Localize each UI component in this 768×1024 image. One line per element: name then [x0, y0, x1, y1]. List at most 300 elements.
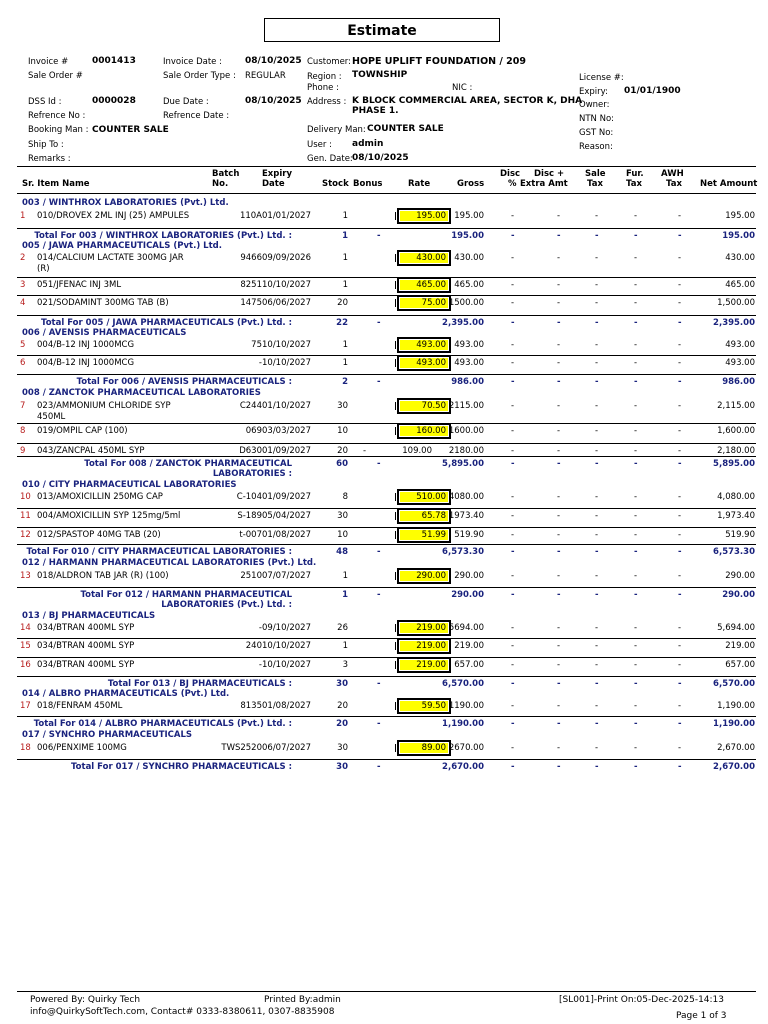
row-fur-tax: -	[634, 358, 638, 368]
row-rate-highlight: 89.00	[398, 741, 450, 755]
row-expiry: 05/04/2027	[262, 511, 311, 521]
row-disc-extra: -	[557, 280, 561, 290]
row-stock: 20	[337, 701, 348, 711]
row-stock: 10	[337, 530, 348, 540]
row-sale-tax: -	[595, 298, 599, 308]
sale-order-label: Sale Order #	[28, 71, 83, 81]
group-total-disc-extra: -	[557, 231, 561, 241]
row-gross: 2180.00	[448, 446, 484, 456]
row-batch: 069	[245, 426, 262, 436]
row-expiry: 06/06/2027	[262, 298, 311, 308]
region-label: Region :	[307, 72, 342, 82]
row-stock: 30	[337, 401, 348, 411]
group-header: 006 / AVENSIS PHARMACEUTICALS	[22, 328, 187, 338]
row-divider	[17, 423, 756, 424]
row-disc: -	[511, 701, 515, 711]
row-net-amount: 430.00	[725, 253, 755, 263]
row-gross: 5694.00	[448, 623, 484, 633]
group-total-fur-tax: -	[634, 590, 638, 600]
row-expiry: 10/10/2027	[262, 641, 311, 651]
col-fur-1: Fur.	[626, 169, 644, 179]
group-total-sale-tax: -	[595, 231, 599, 241]
row-stock: 20	[337, 298, 348, 308]
group-total-disc-extra: -	[557, 377, 561, 387]
group-total-stock: 1	[342, 590, 348, 600]
row-serial: 9	[20, 446, 26, 456]
refrence-date-label: Refrence Date :	[163, 111, 230, 121]
group-total-gross: 2,670.00	[442, 762, 484, 772]
group-total-gross: 6,570.00	[442, 679, 484, 689]
refrence-no-label: Refrence No :	[28, 111, 86, 121]
row-disc: -	[511, 340, 515, 350]
group-total-gross: 6,573.30	[442, 547, 484, 557]
group-total-sale-tax: -	[595, 318, 599, 328]
row-net-amount: 465.00	[725, 280, 755, 290]
due-date: 08/10/2025	[245, 96, 302, 106]
row-net-amount: 1,190.00	[717, 701, 755, 711]
col-bonus: Bonus	[353, 179, 383, 189]
row-awh-tax: -	[678, 446, 682, 456]
row-item-name: 010/DROVEX 2ML INJ (25) AMPULES	[37, 211, 190, 221]
row-fur-tax: -	[634, 211, 638, 221]
group-total-awh-tax: -	[678, 547, 682, 557]
group-total-disc-extra: -	[557, 318, 561, 328]
group-total-sale-tax: -	[595, 377, 599, 387]
group-total-gross: 290.00	[451, 590, 484, 600]
document-title: Estimate	[264, 18, 500, 42]
row-disc-extra: -	[557, 211, 561, 221]
row-gross: 1973.40	[448, 511, 484, 521]
row-serial: 5	[20, 340, 26, 350]
row-expiry: 10/10/2027	[262, 660, 311, 670]
group-total-sale-tax: -	[595, 459, 599, 469]
row-serial: 13	[20, 571, 31, 581]
group-total-label: Total For 003 / WINTHROX LABORATORIES (Pvt.) Ltd. :	[34, 231, 292, 241]
page-number: Page 1 of 3	[676, 1011, 727, 1021]
row-sale-tax: -	[595, 743, 599, 753]
group-total-net: 195.00	[722, 231, 755, 241]
row-gross: 290.00	[454, 571, 484, 581]
col-fur-2: Tax	[626, 179, 642, 189]
group-total-awh-tax: -	[678, 719, 682, 729]
row-sale-tax: -	[595, 641, 599, 651]
group-total-stock: 2	[342, 377, 348, 387]
group-total-awh-tax: -	[678, 318, 682, 328]
row-awh-tax: -	[678, 280, 682, 290]
row-disc-extra: -	[557, 401, 561, 411]
reason-label: Reason:	[579, 142, 613, 152]
group-total-disc: -	[511, 459, 515, 469]
row-item-name: 019/OMPIL CAP (100)	[37, 426, 128, 436]
row-rate-highlight: 75.00	[398, 296, 450, 310]
group-total-awh-tax: -	[678, 231, 682, 241]
row-expiry: 01/09/2027	[262, 492, 311, 502]
row-divider	[17, 315, 756, 316]
dss: 0000028	[92, 96, 136, 106]
col-discplus-2: Extra Amt	[520, 179, 568, 189]
col-net: Net Amount	[700, 179, 758, 189]
row-batch: 8135	[240, 701, 262, 711]
group-total-label: Total For 014 / ALBRO PHARMACEUTICALS (Pvt.) Ltd. :	[33, 719, 292, 729]
row-disc-extra: -	[557, 623, 561, 633]
row-disc-extra: -	[557, 253, 561, 263]
row-sale-tax: -	[595, 358, 599, 368]
group-header: 008 / ZANCTOK PHARMACEUTICAL LABORATORIES	[22, 388, 261, 398]
group-total-bonus: -	[377, 590, 381, 600]
col-disc-2: %	[508, 179, 517, 189]
row-gross: 2115.00	[448, 401, 484, 411]
row-expiry: 07/07/2027	[262, 571, 311, 581]
row-awh-tax: -	[678, 401, 682, 411]
row-awh-tax: -	[678, 511, 682, 521]
group-total-bonus: -	[377, 318, 381, 328]
group-total-gross: 5,895.00	[442, 459, 484, 469]
user-label: User :	[307, 140, 332, 150]
row-serial: 1	[20, 211, 26, 221]
booking-man-label: Booking Man :	[28, 125, 89, 135]
row-rate-highlight: 59.50	[398, 699, 450, 713]
row-awh-tax: -	[678, 211, 682, 221]
gst-label: GST No:	[579, 128, 614, 138]
row-batch: -	[258, 358, 262, 368]
row-stock: 1	[342, 358, 348, 368]
row-rate-highlight: 219.00	[398, 621, 450, 635]
group-total-label-cont: LABORATORIES (Pvt.) Ltd. :	[161, 600, 292, 610]
row-net-amount: 657.00	[725, 660, 755, 670]
row-sale-tax: -	[595, 511, 599, 521]
row-serial: 10	[20, 492, 31, 502]
row-net-amount: 493.00	[725, 340, 755, 350]
group-total-label: Total For 013 / BJ PHARMACEUTICALS :	[107, 679, 292, 689]
invoice-no: 0001413	[92, 56, 136, 66]
row-fur-tax: -	[634, 426, 638, 436]
group-total-awh-tax: -	[678, 762, 682, 772]
row-expiry: 10/10/2027	[262, 340, 311, 350]
group-total-awh-tax: -	[678, 377, 682, 387]
col-gross: Gross	[457, 179, 485, 189]
address-label: Address :	[307, 97, 347, 107]
row-gross: 195.00	[454, 211, 484, 221]
row-rate-highlight: 195.00	[398, 209, 450, 223]
group-header: 013 / BJ PHARMACEUTICALS	[22, 611, 156, 621]
row-fur-tax: -	[634, 660, 638, 670]
row-stock: 20	[337, 446, 348, 456]
group-total-bonus: -	[377, 547, 381, 557]
delivery-man: COUNTER SALE	[367, 124, 444, 134]
col-sale-1: Sale	[585, 169, 606, 179]
group-header: 012 / HARMANN PHARMACEUTICAL LABORATORIES (Pvt.) Ltd.	[22, 558, 317, 568]
row-fur-tax: -	[634, 401, 638, 411]
row-stock: 26	[337, 623, 348, 633]
group-total-fur-tax: -	[634, 231, 638, 241]
row-stock: 1	[342, 211, 348, 221]
group-total-bonus: -	[377, 679, 381, 689]
owner-label: Owner:	[579, 100, 610, 110]
row-item-name-cont: (R)	[37, 264, 50, 274]
col-batch-2: No.	[212, 179, 229, 189]
row-disc-extra: -	[557, 743, 561, 753]
group-total-label: Total For 017 / SYNCHRO PHARMACEUTICALS :	[71, 762, 292, 772]
group-total-awh-tax: -	[678, 459, 682, 469]
row-item-name: 051/JFENAC INJ 3ML	[37, 280, 122, 290]
row-awh-tax: -	[678, 701, 682, 711]
row-item-name: 034/BTRAN 400ML SYP	[37, 660, 135, 670]
col-awh-2: Tax	[666, 179, 682, 189]
row-expiry: 06/07/2027	[262, 743, 311, 753]
row-gross: 493.00	[454, 358, 484, 368]
columns-rule	[17, 193, 756, 194]
row-divider	[17, 544, 756, 545]
row-item-name: 013/AMOXICILLIN 250MG CAP	[37, 492, 163, 502]
col-discplus-1: Disc +	[534, 169, 565, 179]
row-awh-tax: -	[678, 641, 682, 651]
group-total-label-cont: LABORATORIES :	[212, 469, 292, 479]
phone-label: Phone :	[307, 83, 339, 93]
row-gross: 4080.00	[448, 492, 484, 502]
row-stock: 30	[337, 743, 348, 753]
row-sale-tax: -	[595, 660, 599, 670]
row-expiry: 09/10/2027	[262, 623, 311, 633]
row-awh-tax: -	[678, 426, 682, 436]
row-serial: 12	[20, 530, 31, 540]
row-gross: 465.00	[454, 280, 484, 290]
row-batch: -	[258, 660, 262, 670]
row-divider	[17, 716, 756, 717]
due-date-label: Due Date :	[163, 97, 209, 107]
group-total-sale-tax: -	[595, 679, 599, 689]
row-serial: 8	[20, 426, 26, 436]
row-fur-tax: -	[634, 641, 638, 651]
row-awh-tax: -	[678, 623, 682, 633]
group-header: 014 / ALBRO PHARMACEUTICALS (Pvt.) Ltd.	[22, 689, 230, 699]
row-sale-tax: -	[595, 340, 599, 350]
row-divider	[17, 355, 756, 356]
group-total-label: Total For 008 / ZANCTOK PHARMACEUTICAL	[84, 459, 292, 469]
row-expiry: 01/01/2027	[262, 211, 311, 221]
row-item-name: 043/ZANCPAL 450ML SYP	[37, 446, 145, 456]
row-disc-extra: -	[557, 492, 561, 502]
row-awh-tax: -	[678, 253, 682, 263]
row-disc-extra: -	[557, 511, 561, 521]
row-divider	[17, 527, 756, 528]
printed-by: Printed By:admin	[264, 995, 341, 1005]
group-total-net: 2,395.00	[713, 318, 755, 328]
row-batch: TWS2520	[221, 743, 262, 753]
group-total-awh-tax: -	[678, 679, 682, 689]
row-gross: 1600.00	[448, 426, 484, 436]
row-divider	[17, 374, 756, 375]
group-total-net: 290.00	[722, 590, 755, 600]
row-disc: -	[511, 446, 515, 456]
row-rate-highlight: 430.00	[398, 251, 450, 265]
row-stock: 1	[342, 340, 348, 350]
group-total-disc: -	[511, 547, 515, 557]
row-serial: 7	[20, 401, 26, 411]
row-disc: -	[511, 743, 515, 753]
row-disc: -	[511, 571, 515, 581]
row-gross: 1500.00	[448, 298, 484, 308]
expiry: 01/01/1900	[624, 86, 681, 96]
group-total-net: 2,670.00	[713, 762, 755, 772]
row-fur-tax: -	[634, 298, 638, 308]
invoice-date: 08/10/2025	[245, 56, 302, 66]
row-disc: -	[511, 530, 515, 540]
row-expiry: 03/03/2027	[262, 426, 311, 436]
row-disc: -	[511, 280, 515, 290]
row-stock: 3	[342, 660, 348, 670]
row-disc-extra: -	[557, 530, 561, 540]
row-serial: 6	[20, 358, 26, 368]
group-total-sale-tax: -	[595, 719, 599, 729]
row-serial: 4	[20, 298, 26, 308]
row-serial: 17	[20, 701, 31, 711]
row-item-name: 023/AMMONIUM CHLORIDE SYP	[37, 401, 171, 411]
row-divider	[17, 657, 756, 658]
row-net-amount: 5,694.00	[717, 623, 755, 633]
row-disc: -	[511, 211, 515, 221]
row-item-name: 012/SPASTOP 40MG TAB (20)	[37, 530, 161, 540]
row-sale-tax: -	[595, 623, 599, 633]
group-total-bonus: -	[377, 459, 381, 469]
nic-label: NIC :	[452, 83, 473, 93]
group-total-sale-tax: -	[595, 547, 599, 557]
group-total-disc-extra: -	[557, 547, 561, 557]
group-header: 010 / CITY PHARMACEUTICAL LABORATORIES	[22, 480, 237, 490]
row-stock: 1	[342, 641, 348, 651]
row-rate-highlight: 493.00	[398, 356, 450, 370]
row-stock: 10	[337, 426, 348, 436]
invoice-no-label: Invoice #	[28, 57, 69, 67]
row-serial: 18	[20, 743, 31, 753]
row-disc: -	[511, 641, 515, 651]
group-total-label: Total For 005 / JAWA PHARMACEUTICALS (Pvt.) Ltd. :	[41, 318, 292, 328]
sale-order-type-label: Sale Order Type :	[163, 71, 236, 81]
row-divider	[17, 587, 756, 588]
row-fur-tax: -	[634, 571, 638, 581]
row-batch: 2510	[240, 571, 262, 581]
group-total-gross: 2,395.00	[442, 318, 484, 328]
row-stock: 1	[342, 280, 348, 290]
group-total-disc: -	[511, 762, 515, 772]
row-rate-highlight: 219.00	[398, 658, 450, 672]
row-gross: 519.90	[454, 530, 484, 540]
remarks-label: Remarks :	[28, 154, 71, 164]
row-stock: 1	[342, 253, 348, 263]
row-fur-tax: -	[634, 623, 638, 633]
row-sale-tax: -	[595, 446, 599, 456]
row-divider	[17, 676, 756, 677]
row-disc-extra: -	[557, 446, 561, 456]
contact-info: info@QuirkySoftTech.com, Contact# 0333-8380611, 0307-8835908	[30, 1007, 335, 1017]
row-rate-highlight: 465.00	[398, 278, 450, 292]
row-gross: 493.00	[454, 340, 484, 350]
group-total-sale-tax: -	[595, 590, 599, 600]
license-label: License #:	[579, 73, 624, 83]
powered-by: Powered By: Quirky Tech	[30, 995, 141, 1005]
row-gross: 219.00	[454, 641, 484, 651]
row-stock: 30	[337, 511, 348, 521]
group-total-stock: 48	[336, 547, 348, 557]
row-rate-highlight: 70.50	[398, 399, 450, 413]
row-batch: C-104	[236, 492, 262, 502]
row-disc: -	[511, 426, 515, 436]
customer: HOPE UPLIFT FOUNDATION / 209	[352, 56, 527, 67]
row-fur-tax: -	[634, 743, 638, 753]
group-total-fur-tax: -	[634, 459, 638, 469]
row-gross: 1190.00	[448, 701, 484, 711]
group-total-fur-tax: -	[634, 719, 638, 729]
row-awh-tax: -	[678, 358, 682, 368]
row-net-amount: 195.00	[725, 211, 755, 221]
row-expiry: 09/09/2026	[262, 253, 311, 263]
row-rate: 109.00	[402, 446, 432, 456]
group-total-label: Total For 010 / CITY PHARMACEUTICAL LABORATORIES :	[26, 547, 292, 557]
col-sr-item: Sr. Item Name	[22, 179, 90, 189]
row-rate-highlight: 65.78	[398, 509, 450, 523]
header-rule	[17, 166, 756, 167]
row-rate-highlight: 510.00	[398, 490, 450, 504]
row-awh-tax: -	[678, 743, 682, 753]
row-net-amount: 2,670.00	[717, 743, 755, 753]
row-disc: -	[511, 401, 515, 411]
row-net-amount: 1,500.00	[717, 298, 755, 308]
group-total-disc: -	[511, 377, 515, 387]
row-divider	[17, 508, 756, 509]
row-serial: 15	[20, 641, 31, 651]
row-item-name: 004/B-12 INJ 1000MCG	[37, 340, 135, 350]
row-rate-highlight: 290.00	[398, 569, 450, 583]
footer-rule	[17, 991, 756, 992]
row-disc: -	[511, 358, 515, 368]
row-expiry: 01/08/2027	[262, 701, 311, 711]
row-net-amount: 290.00	[725, 571, 755, 581]
row-gross: 430.00	[454, 253, 484, 263]
row-expiry: 01/10/2027	[262, 401, 311, 411]
row-batch: S-189	[237, 511, 262, 521]
row-item-name: 018/ALDRON TAB JAR (R) (100)	[37, 571, 169, 581]
row-sale-tax: -	[595, 253, 599, 263]
group-total-disc: -	[511, 231, 515, 241]
row-batch: 9466	[240, 253, 262, 263]
row-disc-extra: -	[557, 660, 561, 670]
group-header: 005 / JAWA PHARMACEUTICALS (Pvt.) Ltd.	[22, 241, 222, 251]
dss-label: DSS Id :	[28, 97, 62, 107]
row-sale-tax: -	[595, 426, 599, 436]
row-item-name: 004/AMOXICILLIN SYP 125mg/5ml	[37, 511, 181, 521]
row-serial: 3	[20, 280, 26, 290]
row-net-amount: 519.90	[725, 530, 755, 540]
row-fur-tax: -	[634, 446, 638, 456]
row-disc: -	[511, 623, 515, 633]
row-batch: D630	[239, 446, 262, 456]
row-sale-tax: -	[595, 492, 599, 502]
col-rate: Rate	[408, 179, 431, 189]
group-total-net: 5,895.00	[713, 459, 755, 469]
row-disc-extra: -	[557, 298, 561, 308]
ship-to-label: Ship To :	[28, 140, 64, 150]
group-total-bonus: -	[377, 231, 381, 241]
group-total-disc-extra: -	[557, 679, 561, 689]
row-rate-highlight: 219.00	[398, 639, 450, 653]
group-total-stock: 22	[336, 318, 348, 328]
group-header: 003 / WINTHROX LABORATORIES (Pvt.) Ltd.	[22, 198, 229, 208]
row-awh-tax: -	[678, 660, 682, 670]
group-total-label: Total For 006 / AVENSIS PHARMACEUTICALS :	[76, 377, 292, 387]
group-total-bonus: -	[377, 762, 381, 772]
row-fur-tax: -	[634, 511, 638, 521]
row-disc-extra: -	[557, 701, 561, 711]
row-serial: 14	[20, 623, 31, 633]
